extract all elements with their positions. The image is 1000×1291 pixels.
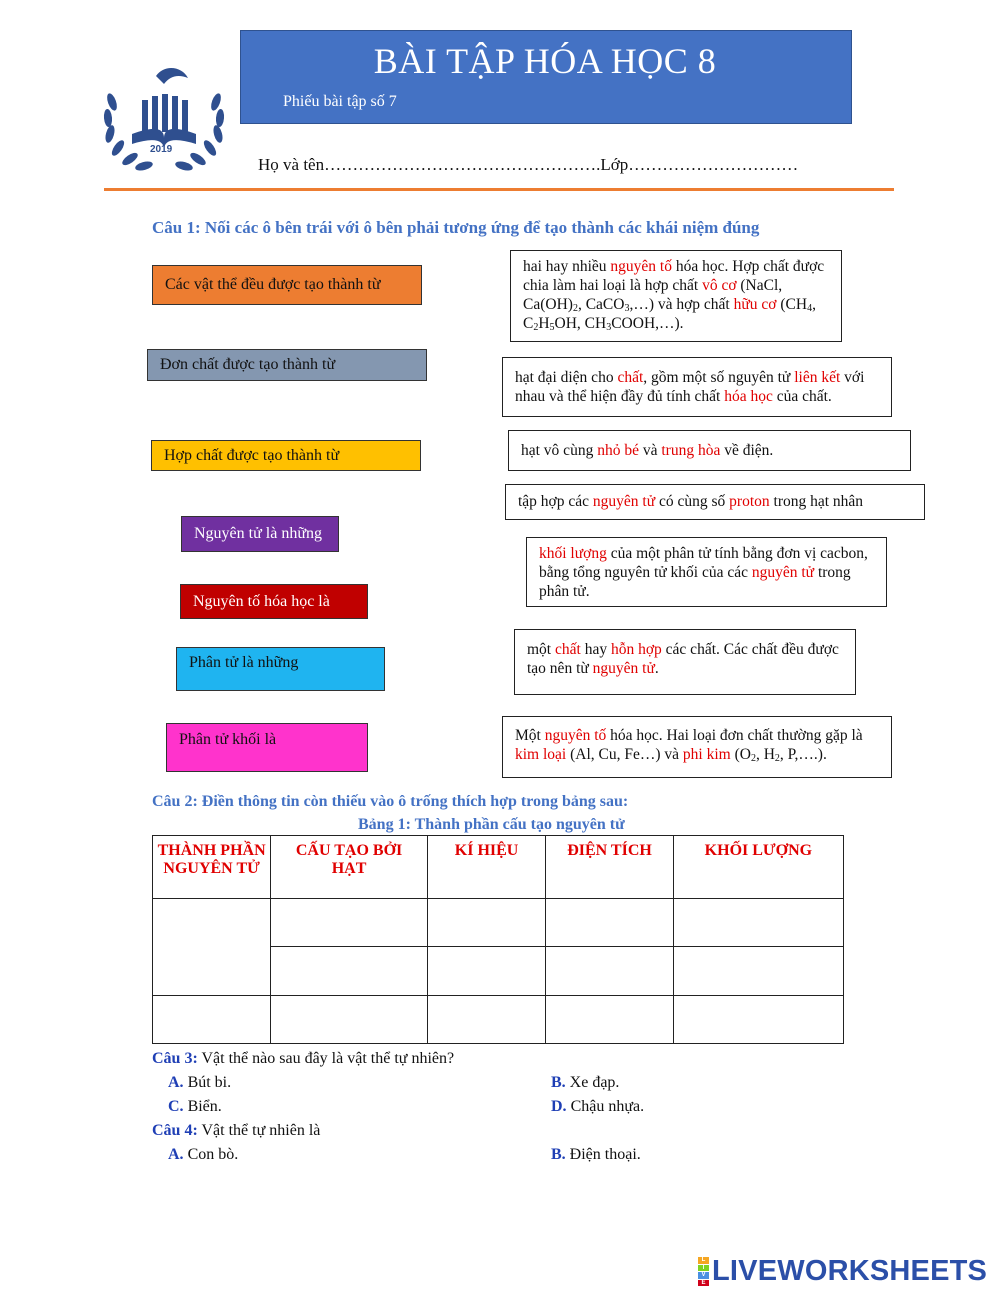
table-cell-input[interactable] <box>153 996 271 1044</box>
match-left-4[interactable] <box>181 516 339 552</box>
question-2-title: Câu 2: Điền thông tin còn thiếu vào ô trống thích hợp trong bảng sau: <box>152 793 629 810</box>
table-header: ĐIỆN TÍCH <box>546 836 674 899</box>
match-left-label: Nguyên tố hóa học là <box>193 592 330 610</box>
brand-letter-block: L <box>698 1257 709 1264</box>
brand-name: LIVEWORKSHEETS <box>712 1255 988 1287</box>
atom-composition-table <box>152 835 844 1044</box>
liveworksheets-logo <box>698 1255 987 1288</box>
table-cell-input[interactable] <box>673 947 843 996</box>
q3-option-c[interactable]: C. Biển. <box>168 1098 222 1115</box>
match-left-label: Các vật thể đều được tạo thành từ <box>165 276 381 293</box>
table-header: CẤU TẠO BỞI HẠT <box>271 836 428 899</box>
match-left-label: Đơn chất được tạo thành từ <box>160 356 336 373</box>
match-right-6[interactable]: một chất hay hỗn hợp các chất. Các chất đều được tạo nên từ nguyên tử. <box>514 629 856 695</box>
table-cell-input[interactable] <box>427 947 545 996</box>
page-title: BÀI TẬP HÓA HỌC 8 <box>373 41 717 81</box>
match-left-label: Phân tử khối là <box>179 731 277 748</box>
table-header: THÀNH PHẦN NGUYÊN TỬ <box>153 836 271 899</box>
match-left-7[interactable] <box>166 723 368 772</box>
match-left-label: Hợp chất được tạo thành từ <box>164 446 340 464</box>
worksheet-number: Phiếu bài tập số 7 <box>283 93 397 110</box>
match-left-label: Phân tử là những <box>189 654 299 671</box>
match-right-1[interactable]: hai hay nhiều nguyên tố hóa học. Hợp chất được chia làm hai loại là hợp chất vô cơ (NaCl, $Ca(OH)_2$, CaCO$_3$,…) và hợp chất hữu cơ ($CH_4$, $C_2H_5OH$, $CH_3COOH,\dots$). <box>510 250 842 342</box>
table-cell-input[interactable] <box>271 996 428 1044</box>
brand-icon <box>698 1257 709 1286</box>
match-left-2[interactable] <box>147 349 427 381</box>
table-cell-input[interactable] <box>153 899 271 996</box>
q3-option-a[interactable]: A. Bút bi. <box>168 1074 232 1091</box>
match-left-5[interactable] <box>180 584 368 619</box>
table-cell-input[interactable] <box>427 996 545 1044</box>
table-cell-input[interactable] <box>673 996 843 1044</box>
brand-letter-block: I <box>698 1265 709 1272</box>
table-cell-input[interactable] <box>271 899 428 947</box>
table-cell-input[interactable] <box>546 947 674 996</box>
question-3: Câu 3: Vật thể nào sau đây là vật thể tự nhiên? <box>152 1050 455 1067</box>
match-right-2[interactable]: hạt đại diện cho chất, gồm một số nguyên tử liên kết với nhau và thể hiện đầy đủ tính chất hóa học của chất. <box>502 357 892 417</box>
table-header: KHỐI LƯỢNG <box>673 836 843 899</box>
q3-option-d[interactable]: D. Chậu nhựa. <box>551 1098 645 1115</box>
match-right-7[interactable]: Một nguyên tố hóa học. Hai loại đơn chất thường gặp là kim loại (Al, Cu, Fe…) và phi kim ($O_2$, $H_2$, P,….). <box>502 716 892 778</box>
table-header: KÍ HIỆU <box>427 836 545 899</box>
table-cell-input[interactable] <box>673 899 843 947</box>
header-divider <box>104 188 894 191</box>
q4-option-a[interactable]: A. Con bò. <box>168 1146 239 1163</box>
table-cell-input[interactable] <box>271 947 428 996</box>
question-4: Câu 4: Vật thể tự nhiên là <box>152 1122 321 1139</box>
match-left-6[interactable] <box>176 647 385 691</box>
school-logo <box>98 62 230 174</box>
q4-option-b[interactable]: B. Điện thoại. <box>551 1146 641 1163</box>
match-right-3[interactable]: hạt vô cùng nhỏ bé và trung hòa về điện. <box>508 430 911 471</box>
logo-year: 2019 <box>150 144 173 155</box>
name-class-line: Họ và tên………………………………………….Lớp………………………… <box>258 155 799 174</box>
brand-letter-block: E <box>698 1280 709 1287</box>
match-left-label: Nguyên tử là những <box>194 525 322 542</box>
question-1-title: Câu 1: Nối các ô bên trái với ô bên phải tương ứng để tạo thành các khái niệm đúng <box>152 218 760 237</box>
match-left-3[interactable] <box>151 440 421 471</box>
table-caption: Bảng 1: Thành phần cấu tạo nguyên tử <box>358 816 625 833</box>
match-left-1[interactable] <box>152 265 422 305</box>
table-cell-input[interactable] <box>546 996 674 1044</box>
q3-option-b[interactable]: B. Xe đạp. <box>551 1074 620 1091</box>
table-cell-input[interactable] <box>546 899 674 947</box>
table-cell-input[interactable] <box>427 899 545 947</box>
match-right-5[interactable]: khối lượng của một phân tử tính bằng đơn vị cacbon, bằng tổng nguyên tử khối của các nguyên tử trong phân tử. <box>526 537 887 607</box>
match-right-4[interactable]: tập hợp các nguyên tử có cùng số proton trong hạt nhân <box>505 484 925 520</box>
brand-letter-block: V <box>698 1272 709 1279</box>
